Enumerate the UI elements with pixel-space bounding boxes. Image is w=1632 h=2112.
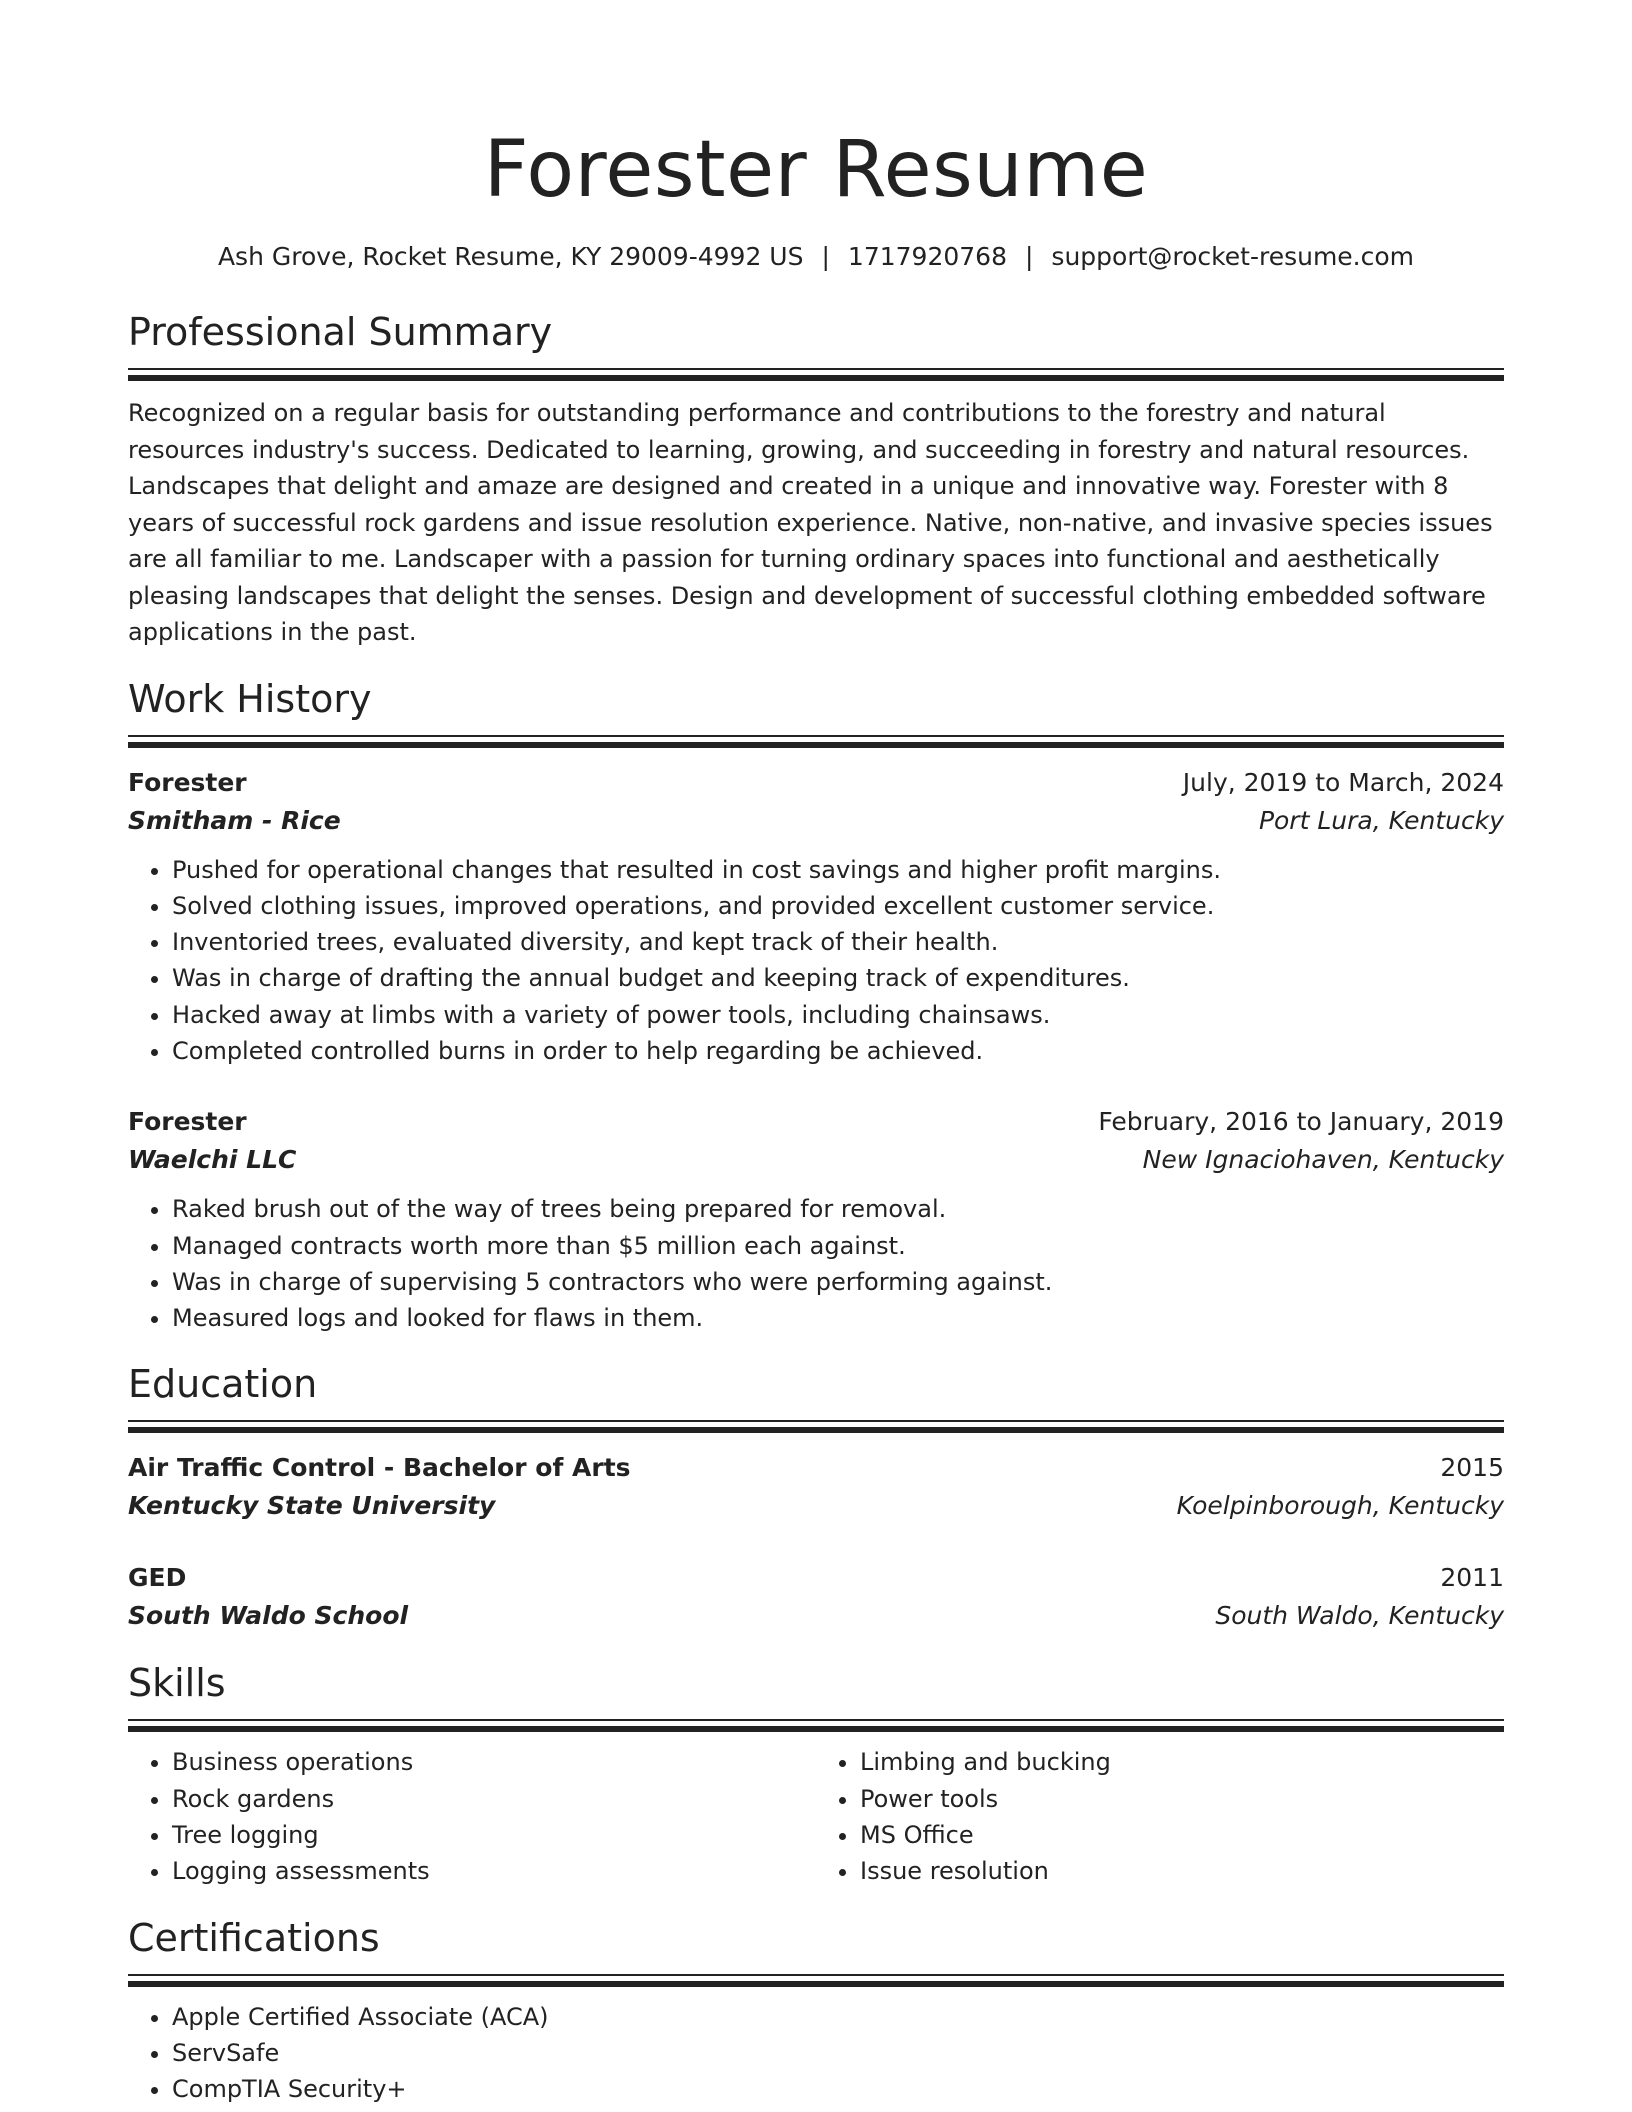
job-company-row xyxy=(128,802,1504,840)
work-section xyxy=(128,677,1504,1337)
list-item: • Hacked away at limbs with a variety of power tools, including chainsaws. xyxy=(172,997,1504,1033)
job-bullets xyxy=(128,852,1504,1070)
education-entry xyxy=(128,1559,1504,1635)
job-entry xyxy=(128,764,1504,1070)
job-header-row xyxy=(128,764,1504,802)
job-company: Smitham - Rice xyxy=(128,805,341,835)
contact-separator: | xyxy=(821,242,830,271)
contact-separator: | xyxy=(1024,242,1034,271)
section-heading-skills: Skills xyxy=(128,1661,226,1706)
education-school: Kentucky State University xyxy=(128,1491,496,1521)
list-item: • Tree logging xyxy=(172,1817,816,1853)
list-item: • Logging assessments xyxy=(172,1853,816,1889)
list-item: • Rock gardens xyxy=(172,1781,816,1817)
education-school-row xyxy=(128,1597,1504,1635)
section-divider-thick xyxy=(128,375,1504,381)
section-divider xyxy=(128,368,1504,370)
certifications-list xyxy=(128,1999,1504,2108)
section-divider-thick xyxy=(128,1726,1504,1732)
section-heading-education: Education xyxy=(128,1362,318,1407)
skills-columns xyxy=(128,1744,1504,1889)
education-year: 2015 xyxy=(1440,1453,1504,1483)
section-heading-certifications: Certifications xyxy=(128,1915,380,1960)
education-entry xyxy=(128,1449,1504,1525)
job-company: Waelchi LLC xyxy=(128,1145,297,1175)
job-bullets xyxy=(128,1191,1504,1336)
list-item: • Measured logs and looked for flaws in them. xyxy=(172,1300,1504,1336)
list-item: • Completed controlled burns in order to help regarding be achieved. xyxy=(172,1033,1504,1069)
job-location: Port Lura, Kentucky xyxy=(1258,805,1504,835)
education-school: South Waldo School xyxy=(128,1601,409,1631)
education-location: South Waldo, Kentucky xyxy=(1215,1601,1504,1631)
education-degree: Air Traffic Control - Bachelor of Arts xyxy=(128,1453,631,1483)
summary-section xyxy=(128,310,1504,651)
list-item: • Power tools xyxy=(860,1781,1504,1817)
section-divider-thick xyxy=(128,1427,1504,1433)
list-item: • Apple Certified Associate (ACA) xyxy=(172,1999,1504,2035)
section-heading-work: Work History xyxy=(128,676,372,721)
summary-text: Recognized on a regular basis for outstanding performance and contributions to the forestry and natural resources industry's success. Dedicated to learning, growing, and succeeding in forestry and natural resources. Landscapes that delight and amaze are designed and created in a unique and innovative way. Forester with 8 years of successful rock gardens and issue resolution experience. Native, non-native, and invasive species issues are all familiar to me. Landscaper with a passion for turning ordinary spaces into functional and aesthetically pleasing landscapes that delight the senses. Design and development of successful clothing embedded software applications in the past. xyxy=(128,399,1493,646)
job-dates: February, 2016 to January, 2019 xyxy=(1098,1107,1504,1137)
list-item: • Was in charge of drafting the annual budget and keeping track of expenditures. xyxy=(172,960,1504,996)
contact-email: support@rocket-resume.com xyxy=(1051,242,1415,271)
section-divider xyxy=(128,735,1504,737)
job-dates: July, 2019 to March, 2024 xyxy=(1182,767,1504,797)
section-divider xyxy=(128,1420,1504,1422)
section-divider-thick xyxy=(128,1981,1504,1987)
list-item: • Was in charge of supervising 5 contractors who were performing against. xyxy=(172,1264,1504,1300)
education-degree: GED xyxy=(128,1563,187,1593)
skills-list-right xyxy=(816,1744,1504,1889)
contact-phone: 1717920768 xyxy=(847,242,1007,271)
education-school-row xyxy=(128,1487,1504,1525)
contact-line xyxy=(128,240,1504,274)
resume-header xyxy=(128,0,1504,274)
contact-address: Ash Grove, Rocket Resume, KY 29009-4992 US xyxy=(217,242,804,271)
list-item: • CompTIA Security+ xyxy=(172,2071,1504,2107)
job-title: Forester xyxy=(128,1107,247,1137)
certifications-section xyxy=(128,1916,1504,2108)
list-item: • MS Office xyxy=(860,1817,1504,1853)
section-divider xyxy=(128,1974,1504,1976)
list-item: • ServSafe xyxy=(172,2035,1504,2071)
list-item: • Business operations xyxy=(172,1744,816,1780)
education-location: Koelpinborough, Kentucky xyxy=(1176,1491,1504,1521)
list-item: • Pushed for operational changes that resulted in cost savings and higher profit margins. xyxy=(172,852,1504,888)
education-header-row xyxy=(128,1559,1504,1597)
resume-title: Forester Resume xyxy=(483,125,1149,215)
list-item: • Managed contracts worth more than $5 million each against. xyxy=(172,1228,1504,1264)
education-header-row xyxy=(128,1449,1504,1487)
skills-section xyxy=(128,1661,1504,1889)
job-location: New Ignaciohaven, Kentucky xyxy=(1142,1145,1504,1175)
list-item: • Limbing and bucking xyxy=(860,1744,1504,1780)
section-divider xyxy=(128,1719,1504,1721)
skills-list-left xyxy=(128,1744,816,1889)
list-item: • Raked brush out of the way of trees being prepared for removal. xyxy=(172,1191,1504,1227)
job-header-row xyxy=(128,1103,1504,1141)
education-year: 2011 xyxy=(1440,1563,1504,1593)
list-item: • Inventoried trees, evaluated diversity, and kept track of their health. xyxy=(172,924,1504,960)
section-heading-summary: Professional Summary xyxy=(128,310,553,354)
list-item: • Solved clothing issues, improved operations, and provided excellent customer service. xyxy=(172,888,1504,924)
education-section xyxy=(128,1362,1504,1635)
list-item: • Issue resolution xyxy=(860,1853,1504,1889)
job-company-row xyxy=(128,1141,1504,1179)
job-entry xyxy=(128,1103,1504,1336)
job-title: Forester xyxy=(128,767,247,797)
section-divider-thick xyxy=(128,742,1504,748)
